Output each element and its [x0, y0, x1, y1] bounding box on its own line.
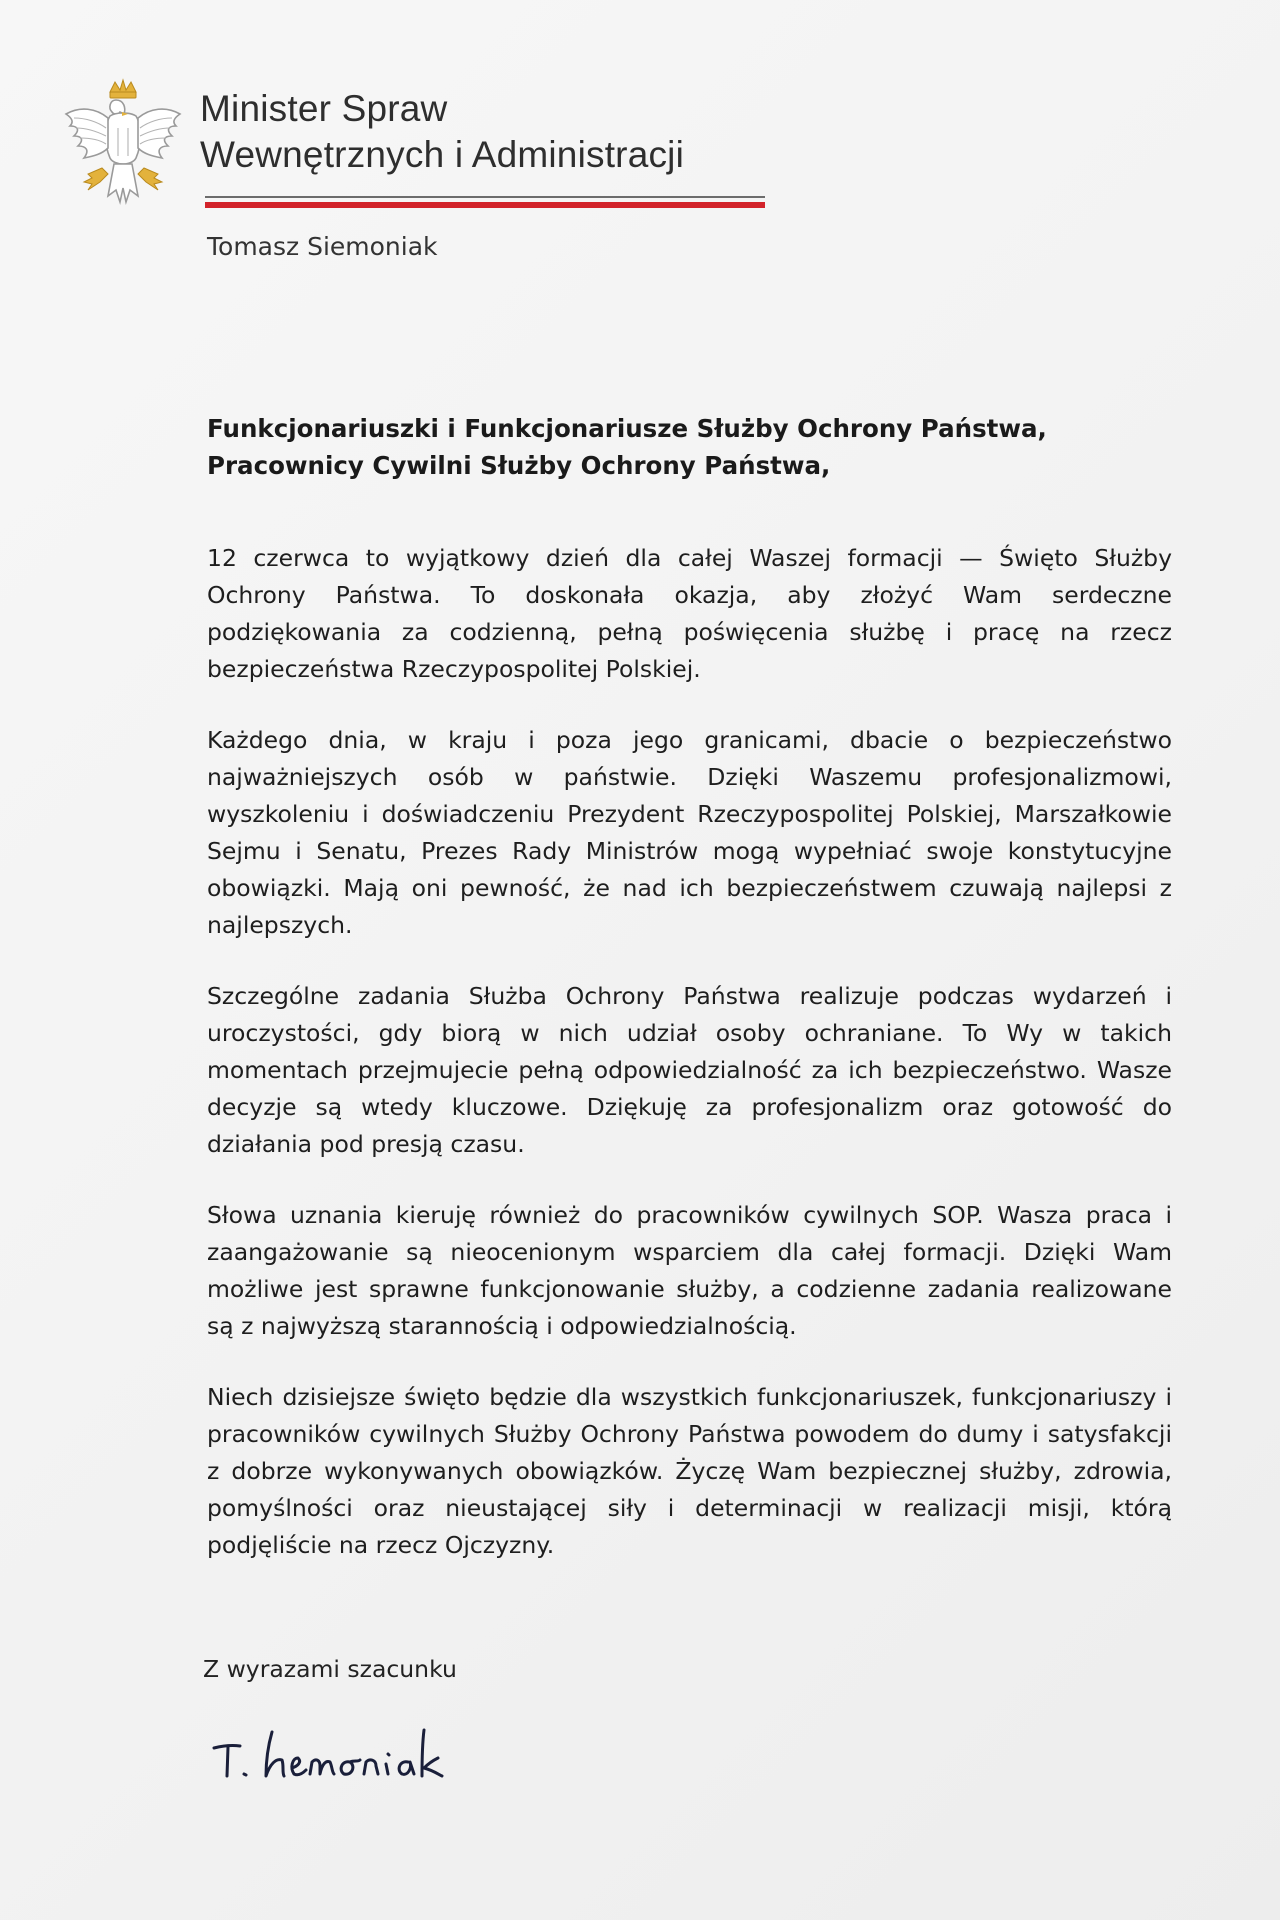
handwritten-signature-icon: [210, 1718, 510, 1798]
letter-body: [207, 540, 1172, 1598]
ministry-title-line2: Wewnętrznych i Administracji: [200, 134, 685, 176]
greeting-line1: Funkcjonariuszki i Funkcjonariusze Służby Ochrony Państwa,: [207, 414, 1047, 443]
body-paragraph-2: Każdego dnia, w kraju i poza jego granicami, dbacie o bezpieczeństwo najważniejszych osób w państwie. Dzięki Waszemu profesjonalizmowi, wyszkoleniu i doświadczeniu Prezydent Rzeczypospolitej Polskiej, Marszałkowie Sejmu i Senatu, Prezes Rady Ministrów mogą wypełniać swoje konstytucyjne obowiązki. Mają oni pewność, że nad ich bezpieczeństwem czuwają najlepsi z najlepszych.: [207, 726, 1172, 939]
body-paragraph-3: Szczególne zadania Służba Ochrony Państwa realizuje podczas wydarzeń i uroczystości, gdy biorą w nich udział osoby ochraniane. To Wy w takich momentach przejmujecie pełną odpowiedzialność za ich bezpieczeństwo. Wasze decyzje są wtedy kluczowe. Dziękuję za profesjonalizm oraz gotowość do działania pod presją czasu.: [207, 982, 1172, 1158]
ministry-title: [200, 86, 684, 179]
header-rule: [205, 196, 765, 208]
header-rule-red: [205, 202, 765, 208]
body-paragraph-5: Niech dzisiejsze święto będzie dla wszystkich funkcjonariuszek, funkcjonariuszy i pracowników cywilnych Służby Ochrony Państwa powodem do dumy i satysfakcji z dobrze wykonywanych obowiązków. Życzę Wam bezpiecznej służby, zdrowia, pomyślności oraz nieustającej siły i determinacji w realizacji misji, którą podjęliście na rzecz Ojczyzny.: [207, 1383, 1172, 1559]
polish-eagle-emblem-icon: [58, 78, 188, 218]
signatory-name: Tomasz Siemoniak: [207, 232, 438, 261]
ministry-title-line1: Minister Spraw: [200, 88, 448, 129]
letter-closing: Z wyrazami szacunku: [203, 1655, 457, 1683]
letter-greeting: [207, 410, 1107, 484]
body-paragraph-1: 12 czerwca to wyjątkowy dzień dla całej Waszej formacji — Święto Służby Ochrony Państwa. To doskonała okazja, aby złożyć Wam serdeczne podziękowania za codzienną, pełną poświęcenia służbę i pracę na rzecz bezpieczeństwa Rzeczypospolitej Polskiej.: [207, 544, 1172, 683]
header-rule-gray: [205, 196, 765, 198]
greeting-line2: Pracownicy Cywilni Służby Ochrony Państwa,: [207, 451, 831, 480]
body-paragraph-4: Słowa uznania kieruję również do pracowników cywilnych SOP. Wasza praca i zaangażowanie są nieocenionym wsparciem dla całej formacji. Dzięki Wam możliwe jest sprawne funkcjonowanie służby, a codzienne zadania realizowane są z najwyższą starannością i odpowiedzialnością.: [207, 1201, 1172, 1340]
